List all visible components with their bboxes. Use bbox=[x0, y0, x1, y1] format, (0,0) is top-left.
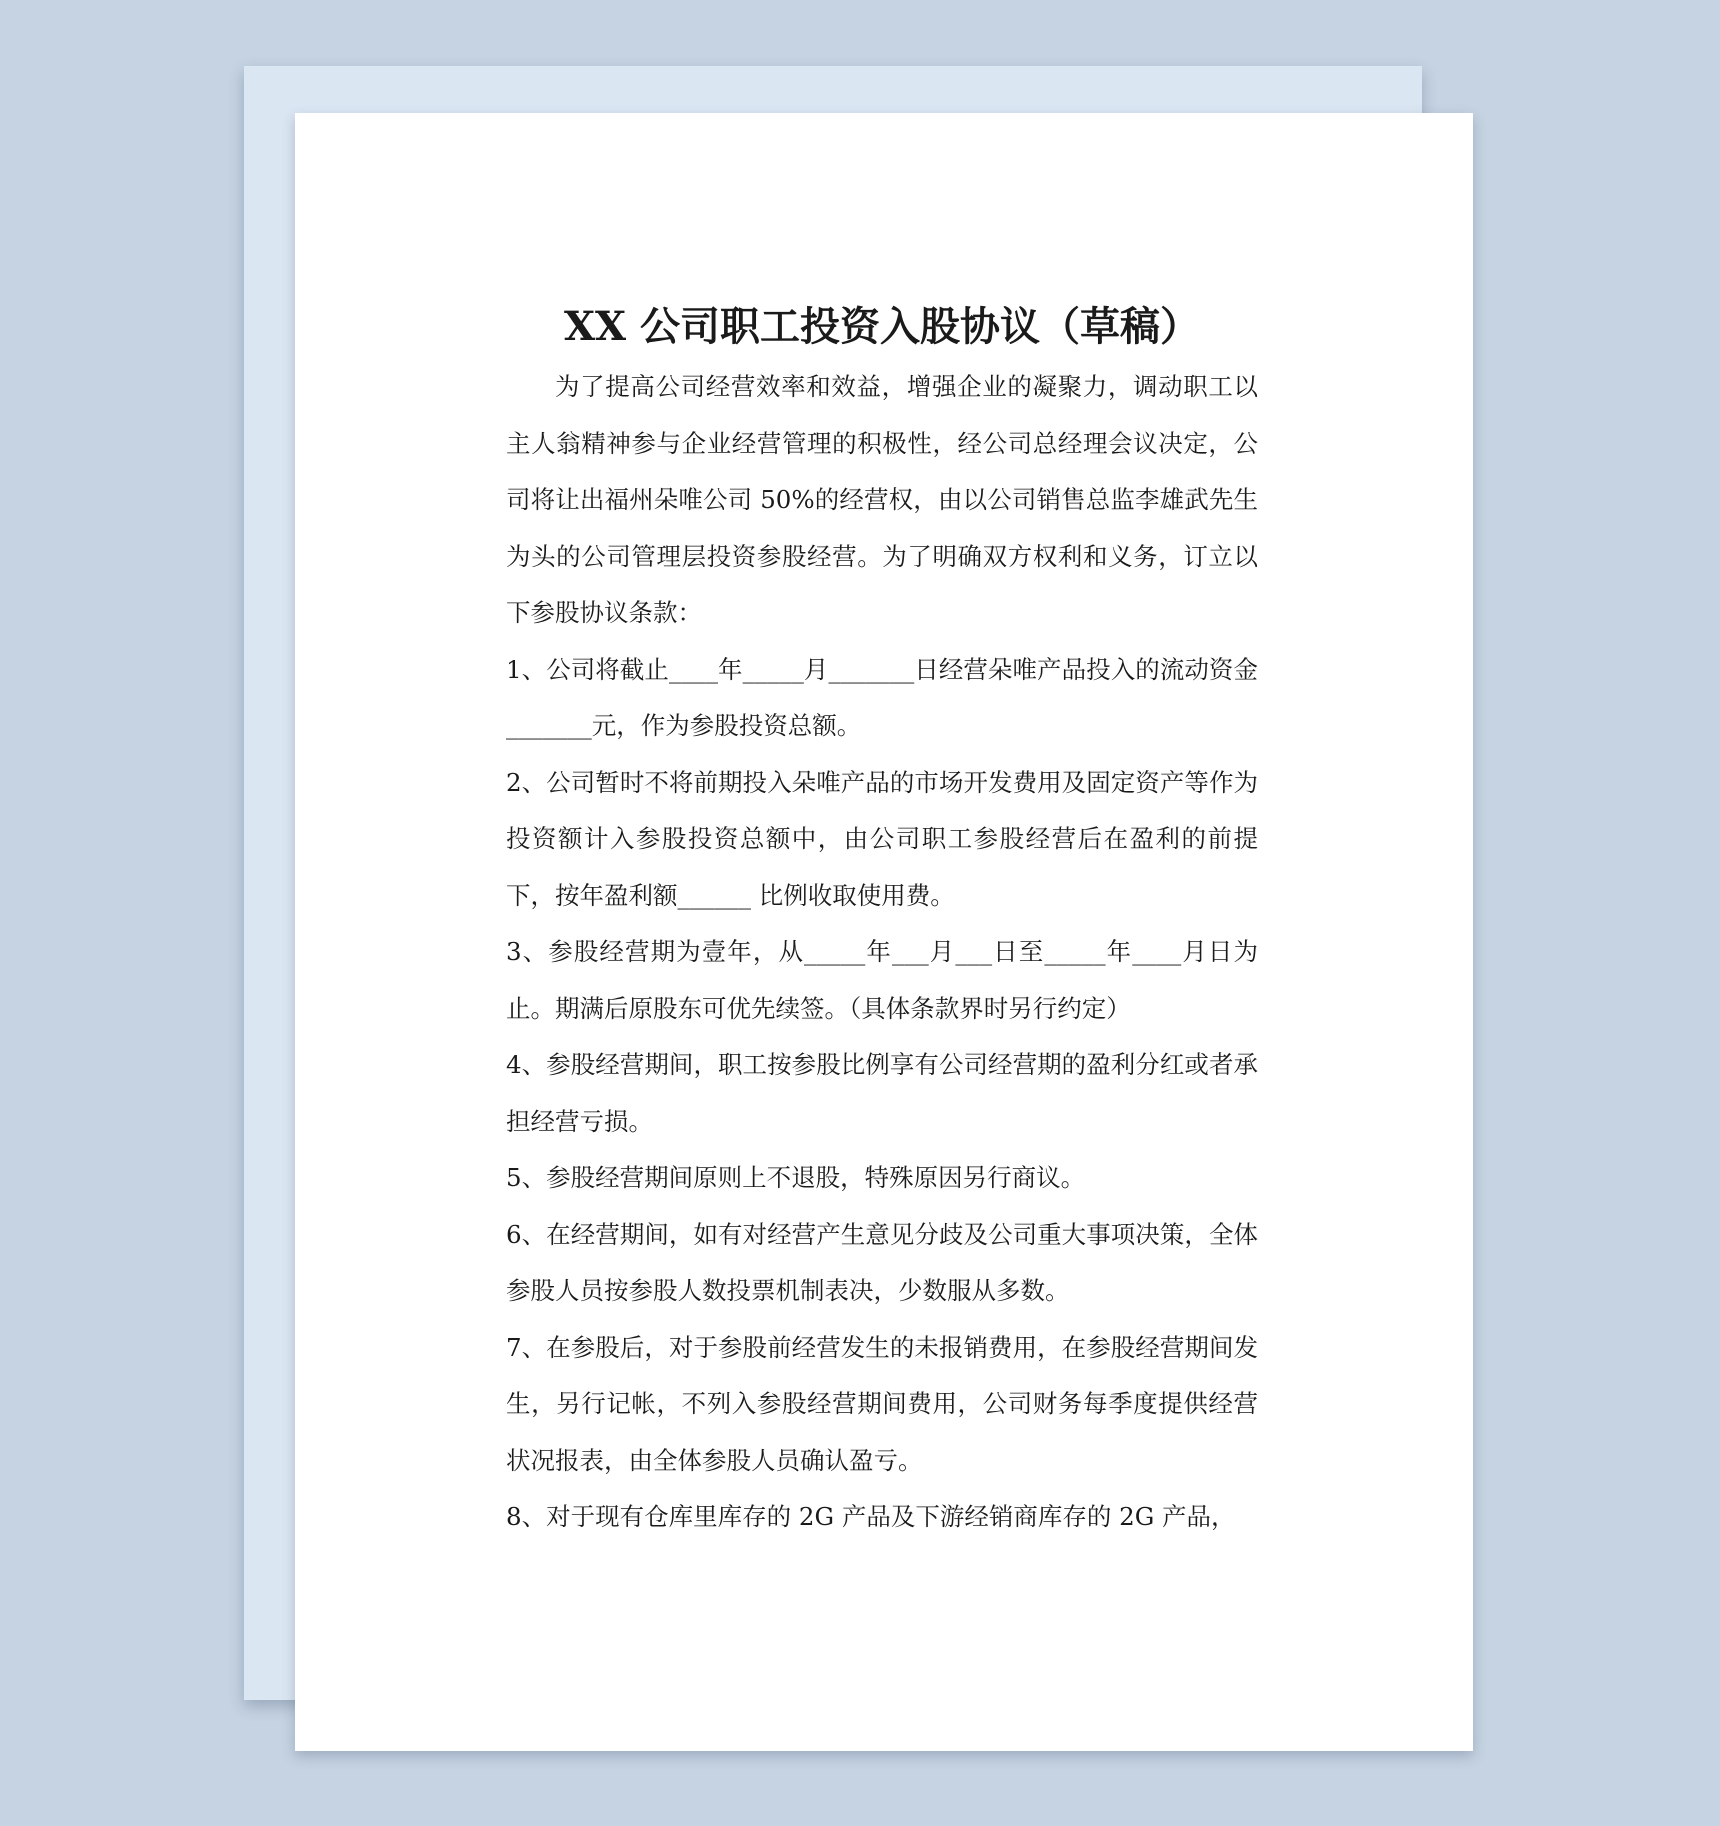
clause-4: 4、参股经营期间，职工按参股比例享有公司经营期的盈利分红或者承担经营亏损。 bbox=[506, 1050, 1258, 1136]
clause-5: 5、参股经营期间原则上不退股，特殊原因另行商议。 bbox=[506, 1163, 1086, 1192]
clause-6: 6、在经营期间，如有对经营产生意见分歧及公司重大事项决策，全体参股人员按参股人数投票机制表决，少数服从多数。 bbox=[506, 1219, 1258, 1305]
document-content bbox=[506, 299, 1258, 1546]
clause-7: 7、在参股后，对于参股前经营发生的未报销费用，在参股经营期间发生，另行记帐，不列入参股经营期间费用，公司财务每季度提供经营状况报表，由全体参股人员确认盈亏。 bbox=[506, 1332, 1258, 1475]
intro-paragraph: 为了提高公司经营效率和效益，增强企业的凝聚力，调动职工以主人翁精神参与企业经营管理的积极性，经公司总经理会议决定，公司将让出福州朵唯公司 50%的经营权，由以公司销售总监李雄武先生为头的公司管理层投资参股经营。为了明确双方权利和义务，订立以下参股协议条款： bbox=[506, 372, 1258, 627]
clause-3: 3、参股经营期为壹年，从_____年___月___日至_____年____月日为止。期满后原股东可优先续签。（具体条款界时另行约定） bbox=[506, 937, 1258, 1023]
clause-8: 8、对于现有仓库里库存的 2G 产品及下游经销商库存的 2G 产品， bbox=[506, 1502, 1236, 1531]
document-title: XX 公司职工投资入股协议（草稿） bbox=[564, 303, 1200, 350]
clause-2: 2、公司暂时不将前期投入朵唯产品的市场开发费用及固定资产等作为投资额计入参股投资总额中，由公司职工参股经营后在盈利的前提下，按年盈利额______ 比例收取使用费。 bbox=[506, 767, 1258, 910]
document-page bbox=[295, 113, 1473, 1751]
clause-1: 1、公司将截止____年_____月_______日经营朵唯产品投入的流动资金_______元，作为参股投资总额。 bbox=[506, 654, 1258, 740]
